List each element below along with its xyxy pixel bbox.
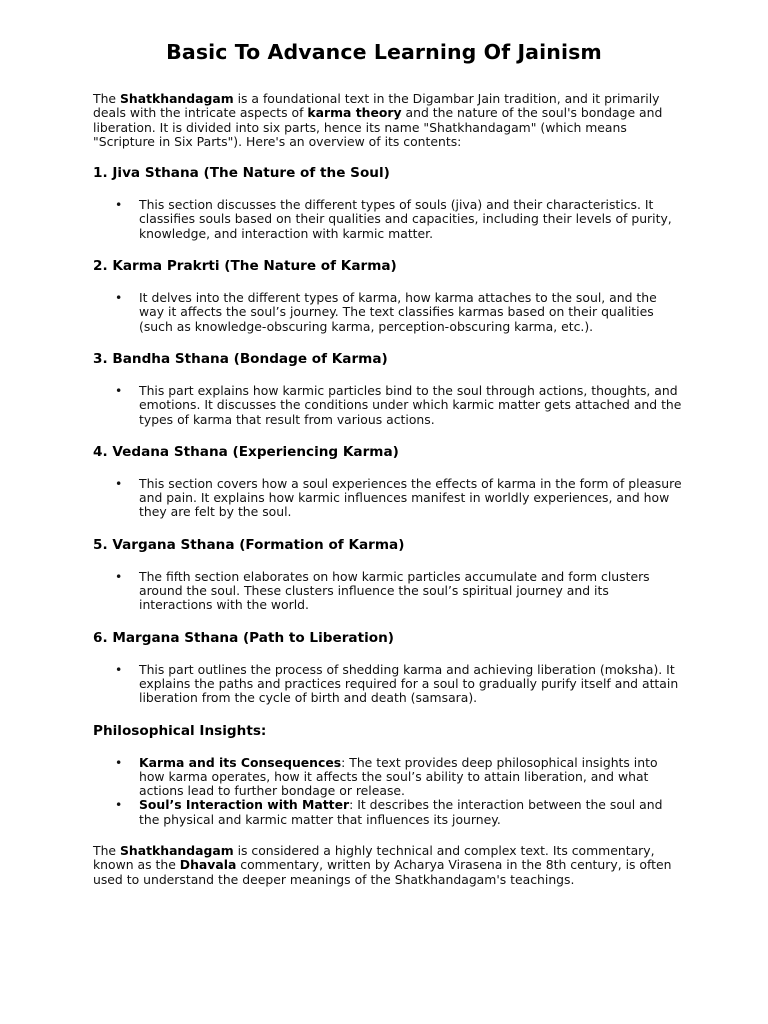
- section-6: [93, 630, 683, 706]
- bullet-icon: •: [115, 568, 123, 584]
- section-list: [93, 477, 683, 520]
- list-item-text: : The text provides deep philosophical insights into how karma operates, how it affects the soul’s ability to attain liberation, and what actions lead to further bondage or release.: [139, 754, 658, 799]
- section-4: [93, 444, 683, 520]
- section-list: [93, 198, 683, 241]
- intro-text-1: The: [93, 91, 120, 106]
- list-item: [93, 756, 683, 799]
- section-1: [93, 165, 683, 241]
- intro-bold-shatkhandagam: Shatkhandagam: [119, 91, 234, 106]
- list-item-text: It delves into the different types of karma, how karma attaches to the soul, and the way it affects the soul’s journey. The text classifies karmas based on their qualities (such as knowledge-obscuring karma, perception-obscuring karma, etc.).: [139, 290, 657, 334]
- list-item: [93, 198, 683, 241]
- section-heading: 4. Vedana Sthana (Experiencing Karma): [93, 443, 399, 460]
- section-insights: [93, 723, 683, 827]
- list-item: [93, 291, 683, 334]
- insights-list: [93, 756, 683, 827]
- bullet-icon: •: [115, 797, 123, 813]
- list-item: [93, 798, 683, 827]
- intro-paragraph: [93, 92, 683, 149]
- bullet-icon: •: [115, 754, 123, 770]
- list-item: [93, 570, 683, 613]
- intro-bold-karma-theory: karma theory: [307, 105, 402, 121]
- list-item-text: This section discusses the different types of souls (jiva) and their characteristics. It classifies souls based on their qualities and capacities, including their levels of purity, knowledge, and interaction with karmic matter.: [139, 197, 672, 241]
- conclusion-bold-shatkhandagam: Shatkhandagam: [119, 843, 234, 859]
- section-2: [93, 258, 683, 334]
- section-heading: 1. Jiva Sthana (The Nature of the Soul): [93, 165, 390, 182]
- list-item-bold: Karma and its Consequences: [139, 754, 342, 770]
- section-heading: 3. Bandha Sthana (Bondage of Karma): [93, 350, 388, 367]
- section-5: [93, 537, 683, 613]
- page-title: Basic To Advance Learning Of Jainism: [166, 40, 602, 64]
- list-item-bold: Soul’s Interaction with Matter: [139, 797, 350, 813]
- bullet-icon: •: [115, 290, 123, 306]
- list-item: [93, 477, 683, 520]
- intro-text-2: is a foundational text in the Digambar Jain tradition, and it primarily deals with the intricate aspects of: [93, 91, 660, 121]
- section-heading: 6. Margana Sthana (Path to Liberation): [93, 629, 394, 646]
- section-3: [93, 351, 683, 427]
- list-item-text: This section covers how a soul experiences the effects of karma in the form of pleasure and pain. It explains how karmic influences manifest in worldly experiences, and how they are felt by the soul.: [139, 475, 682, 520]
- section-heading: 5. Vargana Sthana (Formation of Karma): [93, 536, 405, 553]
- bullet-icon: •: [115, 382, 123, 398]
- section-heading: 2. Karma Prakrti (The Nature of Karma): [93, 258, 397, 275]
- section-list: [93, 663, 683, 706]
- intro-text-3: and the nature of the soul's bondage and liberation. It is divided into six parts, hence its name "Shatkhandagam" (which means "Scripture in Six Parts"). Here's an overview of its contents:: [93, 105, 663, 149]
- bullet-icon: •: [115, 197, 123, 213]
- list-item: [93, 663, 683, 706]
- conclusion-bold-dhavala: Dhavala: [179, 857, 237, 873]
- conclusion-text-3: commentary, written by Acharya Virasena in the 8th century, is often used to understand the deeper meanings of the Shatkhandagam's teachings.: [93, 857, 672, 887]
- bullet-icon: •: [115, 475, 123, 491]
- list-item-text: The fifth section elaborates on how karmic particles accumulate and form clusters around the soul. These clusters influence the soul’s spiritual journey and its interactions with the world.: [139, 568, 650, 613]
- bullet-icon: •: [115, 661, 123, 677]
- list-item-text: : It describes the interaction between the soul and the physical and karmic matter that influences its journey.: [139, 797, 663, 827]
- conclusion-text-1: The: [93, 843, 120, 859]
- conclusion-text-2: is considered a highly technical and complex text. Its commentary, known as the: [93, 843, 655, 873]
- conclusion-paragraph: [93, 844, 683, 887]
- section-list: [93, 291, 683, 334]
- section-list: [93, 384, 683, 427]
- list-item-text: This part explains how karmic particles bind to the soul through actions, thoughts, and emotions. It discusses the conditions under which karmic matter gets attached and the types of karma that result from various actions.: [139, 382, 682, 427]
- section-heading: Philosophical Insights:: [93, 722, 267, 739]
- document-page: [93, 40, 683, 887]
- list-item-text: This part outlines the process of shedding karma and achieving liberation (moksha). It explains the paths and practices required for a soul to gradually purify itself and attain liberation from the cycle of birth and death (samsara).: [139, 661, 679, 706]
- list-item: [93, 384, 683, 427]
- section-list: [93, 570, 683, 613]
